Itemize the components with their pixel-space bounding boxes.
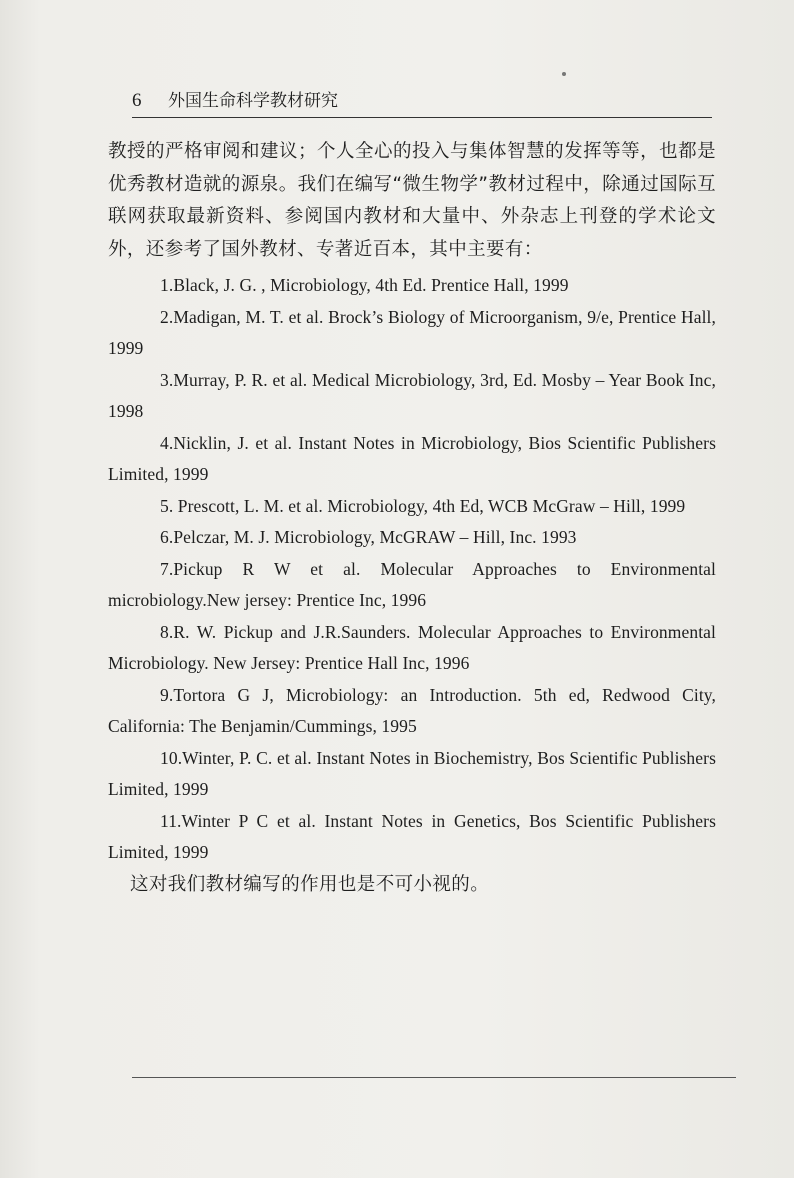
reference-item: 8.R. W. Pickup and J.R.Saunders. Molecular Approaches to Environmental Microbiology. New Jersey: Prentice Hall Inc, 1996: [108, 621, 716, 673]
reference-item: 4.Nicklin, J. et al. Instant Notes in Microbiology, Bios Scientific Publishers Limited, 1999: [108, 432, 716, 484]
closing-line: 这对我们教材编写的作用也是不可小视的。: [130, 873, 490, 895]
reference-item: 7.Pickup R W et al. Molecular Approaches to Environmental microbiology.New jersey: Prentice Inc, 1996: [108, 558, 716, 610]
running-head: 外国生命科学教材研究: [168, 91, 338, 111]
page-number: 6: [132, 90, 142, 111]
reference-list: [108, 270, 716, 869]
reference-item: 1.Black, J. G. , Microbiology, 4th Ed. Prentice Hall, 1999: [160, 275, 569, 295]
intro-paragraph: 教授的严格审阅和建议；个人全心的投入与集体智慧的发挥等等，也都是优秀教材造就的源泉。我们在编写“微生物学”教材过程中，除通过国际互联网获取最新资料、参阅国内教材和大量中、外杂志上刊登的学术论文外，还参考了国外教材、专著近百本，其中主要有：: [108, 141, 716, 260]
reference-item: 6.Pelczar, M. J. Microbiology, McGRAW – Hill, Inc. 1993: [160, 527, 577, 547]
page-header: [132, 86, 712, 116]
footer-rule: [132, 1077, 736, 1078]
reference-item: 9.Tortora G J, Microbiology: an Introduction. 5th ed, Redwood City, California: The Benjamin/Cummings, 1995: [108, 684, 716, 736]
body-text: [108, 136, 716, 901]
reference-item: 10.Winter, P. C. et al. Instant Notes in Biochemistry, Bos Scientific Publishers Limited, 1999: [108, 747, 716, 799]
reference-item: 3.Murray, P. R. et al. Medical Microbiology, 3rd, Ed. Mosby – Year Book Inc, 1998: [108, 369, 716, 421]
header-rule: [132, 117, 712, 118]
print-speck: [562, 72, 566, 76]
reference-item: 2.Madigan, M. T. et al. Brock’s Biology of Microorganism, 9/e, Prentice Hall, 1999: [108, 306, 716, 358]
reference-item: 11.Winter P C et al. Instant Notes in Genetics, Bos Scientific Publishers Limited, 1999: [108, 810, 716, 862]
reference-item: 5. Prescott, L. M. et al. Microbiology, 4th Ed, WCB McGraw – Hill, 1999: [160, 495, 686, 516]
